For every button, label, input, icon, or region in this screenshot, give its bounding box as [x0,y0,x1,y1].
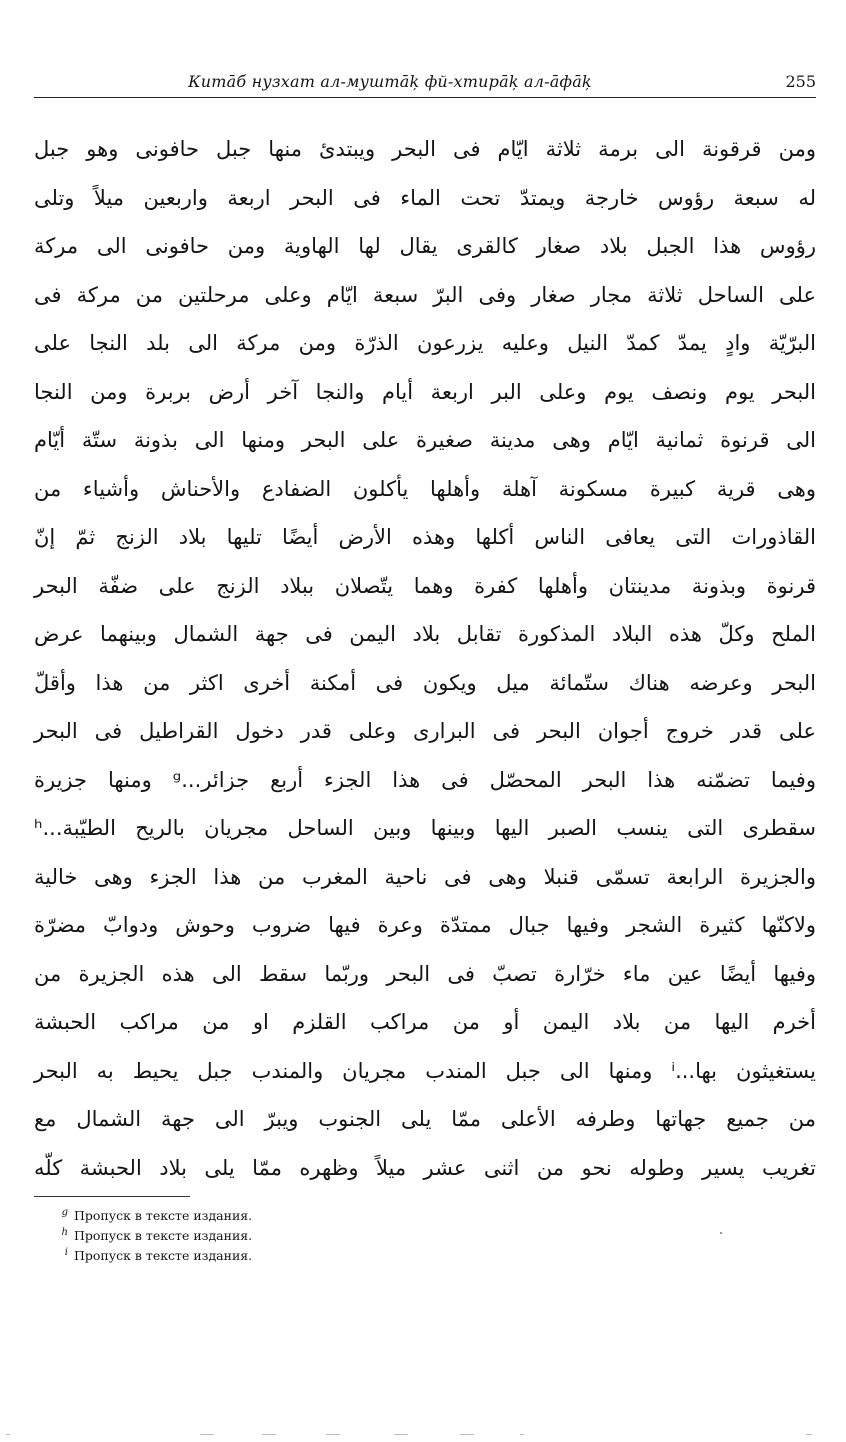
footnote-mark: h [61,1227,68,1238]
edge-speck [520,1434,524,1435]
text-line-content: قرنوة وبذونة مدينتان وأهلها كفرة وهما يتّصلان ببلاد الزنج على ضفّة البحر [34,573,816,598]
footnote [60,1226,252,1246]
text-line [34,853,816,902]
text-line-content: على قدر خروج أجوان البحر فى البرارى وعلى قدر دخول القراطيل فى البحر [34,719,816,744]
text-line-content: القاذورات التى يعافى الناس أكلها وهذه الأرض أيضًا تليها بلاد الزنج ثمّ إنّ [34,525,816,550]
edge-speck [394,1434,408,1435]
text-line [34,1095,816,1144]
edge-speck [806,1434,812,1435]
text-line-content: له سبعة رؤوس خارجة ويمتدّ تحت الماء فى البحر اربعة واربعين ميلاً وتلى [34,185,816,210]
running-title: Китāб нузхат ал-муштāķ фй-хтирāķ ал-āфāķ [188,72,592,91]
text-line-content: أخرم اليها من بلاد اليمن أو من مراكب القلزم او من مراكب الحبشة [34,1010,816,1035]
text-line-content: تغريب يسير وطوله نحو من اثنى عشر ميلاً وظهره ممّا يلى بلاد الحبشة كلّه [34,1155,816,1180]
running-head [34,72,816,96]
text-line-content: على الساحل ثلاثة مجار صغار وفى البرّ سبعة ايّام وعلى مرحلتين من مركة فى [34,282,816,307]
text-line [34,222,816,271]
text-line [34,998,816,1047]
text-line-content: البحر وعرضه هناك ستّمائة ميل ويكون فى أمكنة أخرى اكثر من هذا وأقلّ [34,670,816,695]
footnote-mark: i [64,1247,68,1258]
text-line-content: ومن قرقونة الى برمة ثلاثة ايّام فى البحر ويبتدئ منها جبل حافونى وهو جبل [34,137,816,162]
arabic-text-body [34,125,816,1192]
footnote-rule [34,1196,190,1197]
text-line-content: الملح وكلّ هذه البلاد المذكورة تقابل بلاد اليمن فى جهة الشمال وبينهما عرض [34,622,816,647]
text-line [34,271,816,320]
footnotes [60,1206,252,1266]
text-line-content: وهى قرية كبيرة مسكونة آهلة وأهلها يأكلون الضفادع والأحناش وأشياء من [34,476,816,501]
edge-speck [262,1434,276,1435]
text-line [34,804,816,853]
edge-speck [326,1434,340,1435]
text-line [34,950,816,999]
text-line [34,465,816,514]
header-rule [34,97,816,98]
text-line [34,513,816,562]
text-line [34,174,816,223]
edge-speck [460,1434,474,1435]
text-line [34,416,816,465]
text-line [34,319,816,368]
text-line-content: وفيما تضمّنه هذا البحر المحصّل فى هذا الجزء أربع جزائر...ᵍ ومنها جزيرة [34,767,816,792]
text-line [34,562,816,611]
text-line-content: يستغيثون بها...ⁱ ومنها الى جبل المندب مجريان والمندب جبل يحيط به البحر [34,1058,816,1083]
text-line-content: الى قرنوة ثمانية ايّام وهى مدينة صغيرة على البحر ومنها الى بذونة ستّة أيّام [34,428,816,453]
text-line-content: البرّيّة وادٍ يمدّ كمدّ النيل وعليه يزرعون الذرّة ومن مركة الى بلد النجا على [34,331,816,356]
footnote-text: Пропуск в тексте издания. [74,1248,253,1263]
text-line [34,368,816,417]
footnote-text: Пропуск в тексте издания. [74,1208,253,1223]
page-number: 255 [785,72,816,91]
text-line-content: سقطرى التى ينسب الصبر اليها وبينها وبين الساحل مجريان بالريح الطيّبة...ʰ [34,816,816,841]
text-line-content: من جميع جهاتها وطرفه الأعلى ممّا يلى الجنوب ويبرّ الى جهة الشمال مع [34,1107,816,1132]
footnote [60,1206,252,1226]
edge-speck [200,1434,214,1435]
text-line [34,1047,816,1096]
text-line-content: ولاكنّها كثيرة الشجر وفيها جبال ممتدّة وعرة فيها ضروب وحوش ودوابّ مضرّة [34,913,816,938]
footnote-text: Пропуск в тексте издания. [74,1228,253,1243]
footnote-mark: g [61,1207,68,1218]
text-line-content: والجزيرة الرابعة تسمّى قنبلا وهى فى ناحية المغرب من هذا الجزء وهى خالية [34,864,816,889]
text-line [34,610,816,659]
text-line [34,707,816,756]
text-line [34,756,816,805]
text-line [34,1144,816,1193]
ink-speck [720,1232,722,1234]
edge-speck [6,1434,10,1435]
bottom-edge-specks [0,1432,846,1438]
text-line [34,125,816,174]
text-line-content: وفيها أيضًا عين ماء خرّارة تصبّ فى البحر وربّما سقط الى هذه الجزيرة من [34,961,816,986]
text-line-content: البحر يوم ونصف يوم وعلى البر اربعة أيام والنجا آخر أرض بربرة ومن النجا [34,379,816,404]
footnote [60,1246,252,1266]
text-line-content: رؤوس هذا الجبل بلاد صغار كالقرى يقال لها الهاوية ومن حافونى الى مركة [34,234,816,259]
text-line [34,659,816,708]
text-line [34,901,816,950]
